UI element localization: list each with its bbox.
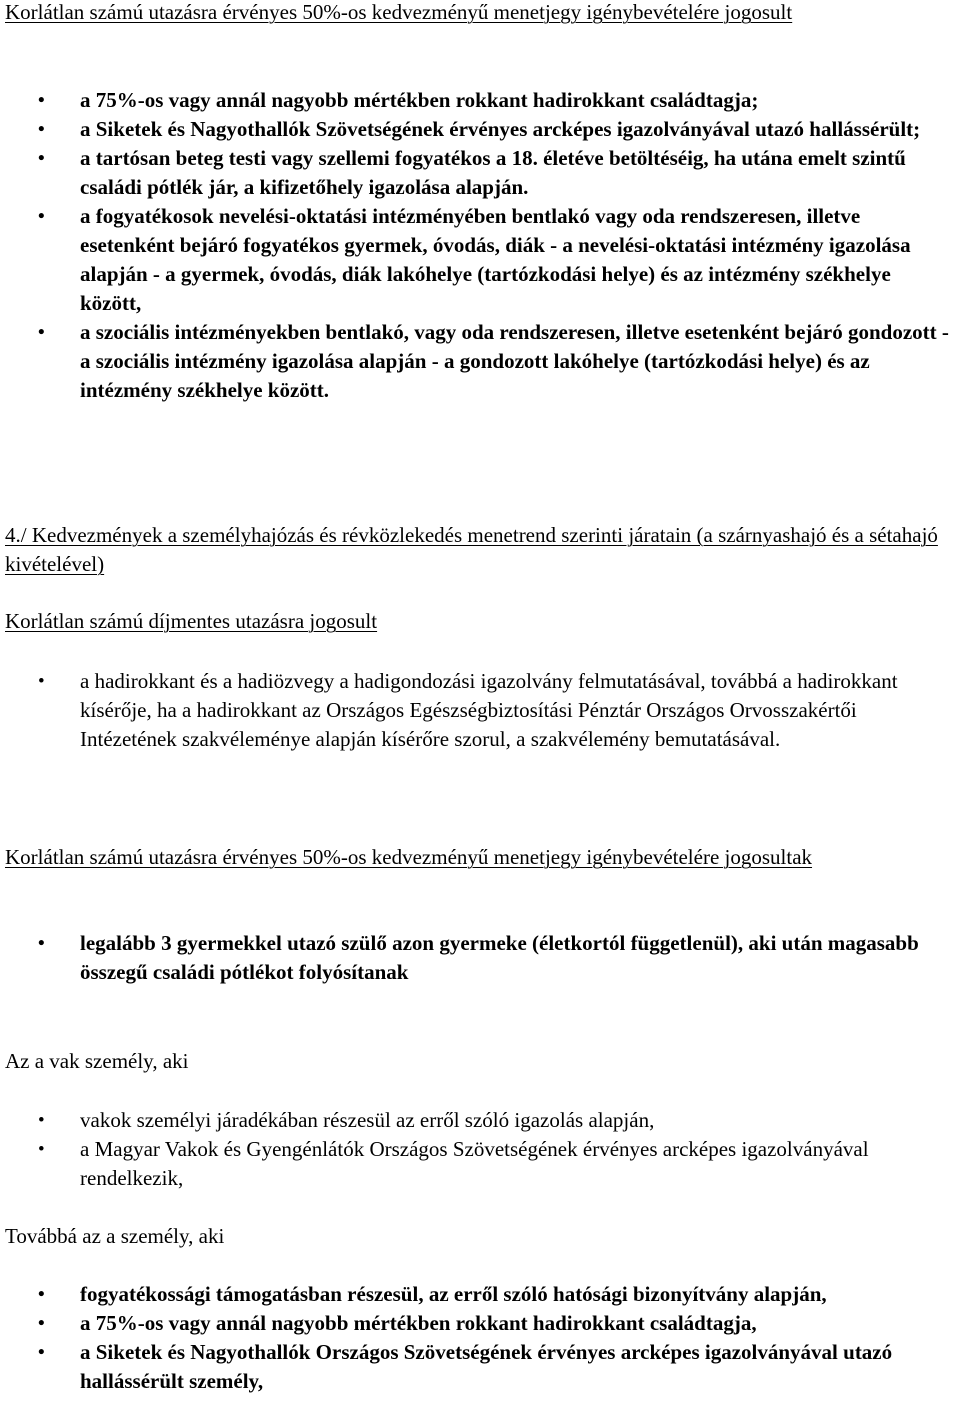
list-item: • a tartósan beteg testi vagy szellemi fogyatékos a 18. életéve betöltéséig, ha utána emelt szintű családi pótlék jár, a kifizetőhely igazolása alapján.	[5, 144, 954, 202]
list-item: • vakok személyi járadékában részesül az erről szóló igazolás alapján,	[5, 1106, 954, 1135]
list-item: • a Magyar Vakok és Gyengénlátók Országos Szövetségének érvényes arcképes igazolványával rendelkezik,	[5, 1135, 954, 1193]
list-item: • a 75%-os vagy annál nagyobb mértékben rokkant hadirokkant családtagja,	[5, 1309, 954, 1338]
discount-heading: Korlátlan számú utazásra érvényes 50%-os kedvezményű menetjegy igénybevételére jogosultak	[5, 845, 813, 869]
discount-list	[5, 929, 954, 987]
list-item: • a fogyatékosok nevelési-oktatási intézményében bentlakó vagy oda rendszeresen, illetve esetenként bejáró fogyatékos gyermek, óvodás, diák - a nevelési-oktatási intézmény igazolása alapján - a gyermek, óvodás, diák lakóhelye (tartózkodási helye) és az intézmény székhelye között,	[5, 202, 954, 318]
free-travel-list	[5, 667, 954, 754]
further-list	[5, 1280, 954, 1396]
list-item: • a Siketek és Nagyothallók Szövetségének érvényes arcképes igazolványával utazó hallássérült;	[5, 115, 954, 144]
further-heading: Továbbá az a személy, aki	[5, 1224, 225, 1248]
section-a-heading: Korlátlan számú utazásra érvényes 50%-os kedvezményű menetjegy igénybevételére jogosult	[5, 0, 793, 24]
blind-list	[5, 1106, 954, 1193]
section-4-heading: 4./ Kedvezmények a személyhajózás és révközlekedés menetrend szerinti járatain (a szárnyashajó és a sétahajó kivételével)	[5, 523, 938, 576]
list-item: • fogyatékossági támogatásban részesül, az erről szóló hatósági bizonyítvány alapján,	[5, 1280, 954, 1309]
list-item: • a Siketek és Nagyothallók Országos Szövetségének érvényes arcképes igazolványával utazó hallássérült személy,	[5, 1338, 954, 1396]
free-travel-heading: Korlátlan számú díjmentes utazásra jogosult	[5, 609, 378, 633]
section-a-list	[5, 86, 954, 405]
list-item: • a hadirokkant és a hadiözvegy a hadigondozási igazolvány felmutatásával, továbbá a hadirokkant kísérője, ha a hadirokkant az Országos Egészségbiztosítási Pénztár Országos Orvosszakértői Intézetének szakvéleménye alapján kísérőre szorul, a szakvélemény bemutatásával.	[5, 667, 954, 754]
list-item: • a szociális intézményekben bentlakó, vagy oda rendszeresen, illetve esetenként bejáró gondozott - a szociális intézmény igazolása alapján - a gondozott lakóhelye (tartózkodási helye) és az intézmény székhelye között.	[5, 318, 954, 405]
blind-heading: Az a vak személy, aki	[5, 1049, 189, 1073]
list-item: • a 75%-os vagy annál nagyobb mértékben rokkant hadirokkant családtagja;	[5, 86, 954, 115]
list-item: • legalább 3 gyermekkel utazó szülő azon gyermeke (életkortól függetlenül), aki után magasabb összegű családi pótlékot folyósítanak	[5, 929, 954, 987]
